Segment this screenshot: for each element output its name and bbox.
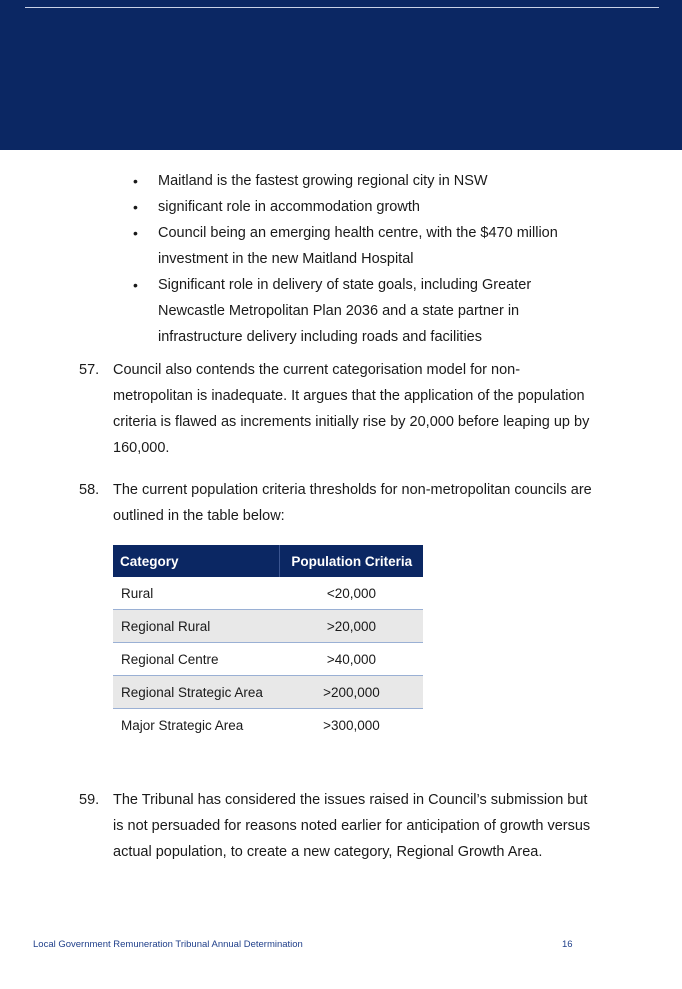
bullet-item	[0, 220, 608, 272]
bullet-item	[0, 272, 608, 350]
table-cell-category: Rural	[113, 577, 280, 610]
paragraph-line: is not persuaded for reasons noted earlier for anticipation of growth versus	[113, 818, 591, 834]
bullet-line: investment in the new Maitland Hospital	[158, 251, 414, 267]
table-row	[113, 676, 423, 709]
bullet-dot-icon: •	[133, 173, 138, 189]
table-row	[113, 709, 423, 742]
bullet-line: Maitland is the fastest growing regional city in NSW	[158, 173, 488, 189]
paragraph-number: 59.	[79, 792, 100, 808]
table-cell-criteria: >20,000	[280, 610, 423, 643]
table-cell-category: Regional Strategic Area	[113, 676, 280, 709]
bullet-dot-icon: •	[133, 225, 138, 241]
paragraph-text	[113, 477, 613, 529]
footer-title: Local Government Remuneration Tribunal Annual Determination	[33, 939, 303, 950]
bullet-line: Council being an emerging health centre, with the $470 million	[158, 225, 558, 241]
table-cell-category: Major Strategic Area	[121, 717, 244, 733]
paragraph-line: actual population, to create a new category, Regional Growth Area.	[113, 844, 543, 860]
paragraph-line: metropolitan is inadequate. It argues that the application of the population	[113, 388, 585, 404]
bullet-list	[0, 168, 682, 350]
bullet-line: Significant role in delivery of state goals, including Greater	[158, 277, 532, 293]
table-row	[113, 577, 423, 610]
footer-page-number: 16	[562, 939, 573, 950]
table-header-population: Population Criteria	[280, 545, 423, 577]
paragraph-line: The Tribunal has considered the issues raised in Council’s submission but	[113, 792, 588, 808]
paragraph-line: 160,000.	[113, 440, 170, 456]
table-header-row	[113, 545, 423, 577]
paragraph-text	[113, 787, 613, 865]
bullet-dot-icon: •	[133, 277, 138, 293]
table-cell-criteria: >300,000	[323, 717, 380, 733]
paragraph-line: outlined in the table below:	[113, 508, 285, 524]
paragraph-number: 58.	[79, 482, 100, 498]
bullet-line: infrastructure delivery including roads and facilities	[158, 329, 482, 345]
table-cell-criteria: <20,000	[280, 577, 423, 610]
bullet-line: significant role in accommodation growth	[158, 199, 420, 215]
paragraph-number: 57.	[79, 362, 100, 378]
table-row	[113, 610, 423, 643]
header-rule	[25, 7, 659, 8]
table-cell-category: Regional Rural	[113, 610, 280, 643]
bullet-item	[0, 168, 608, 194]
paragraph-line: Council also contends the current categorisation model for non-	[113, 362, 521, 378]
bullet-line: Newcastle Metropolitan Plan 2036 and a state partner in	[158, 303, 520, 319]
header-band	[0, 0, 682, 150]
table-cell-criteria: >200,000	[280, 676, 423, 709]
bullet-dot-icon: •	[133, 199, 138, 215]
table-cell-criteria: >40,000	[280, 643, 423, 676]
population-criteria-table	[113, 545, 423, 741]
table-cell-category: Regional Centre	[113, 643, 280, 676]
bullet-item	[0, 194, 608, 220]
paragraph-line: The current population criteria thresholds for non-metropolitan councils are	[113, 482, 592, 498]
table-header-category: Category	[113, 545, 280, 577]
paragraph-text	[113, 357, 613, 461]
paragraph-line: criteria is flawed as increments initially rise by 20,000 before leaping up by	[113, 414, 590, 430]
table-row	[113, 643, 423, 676]
